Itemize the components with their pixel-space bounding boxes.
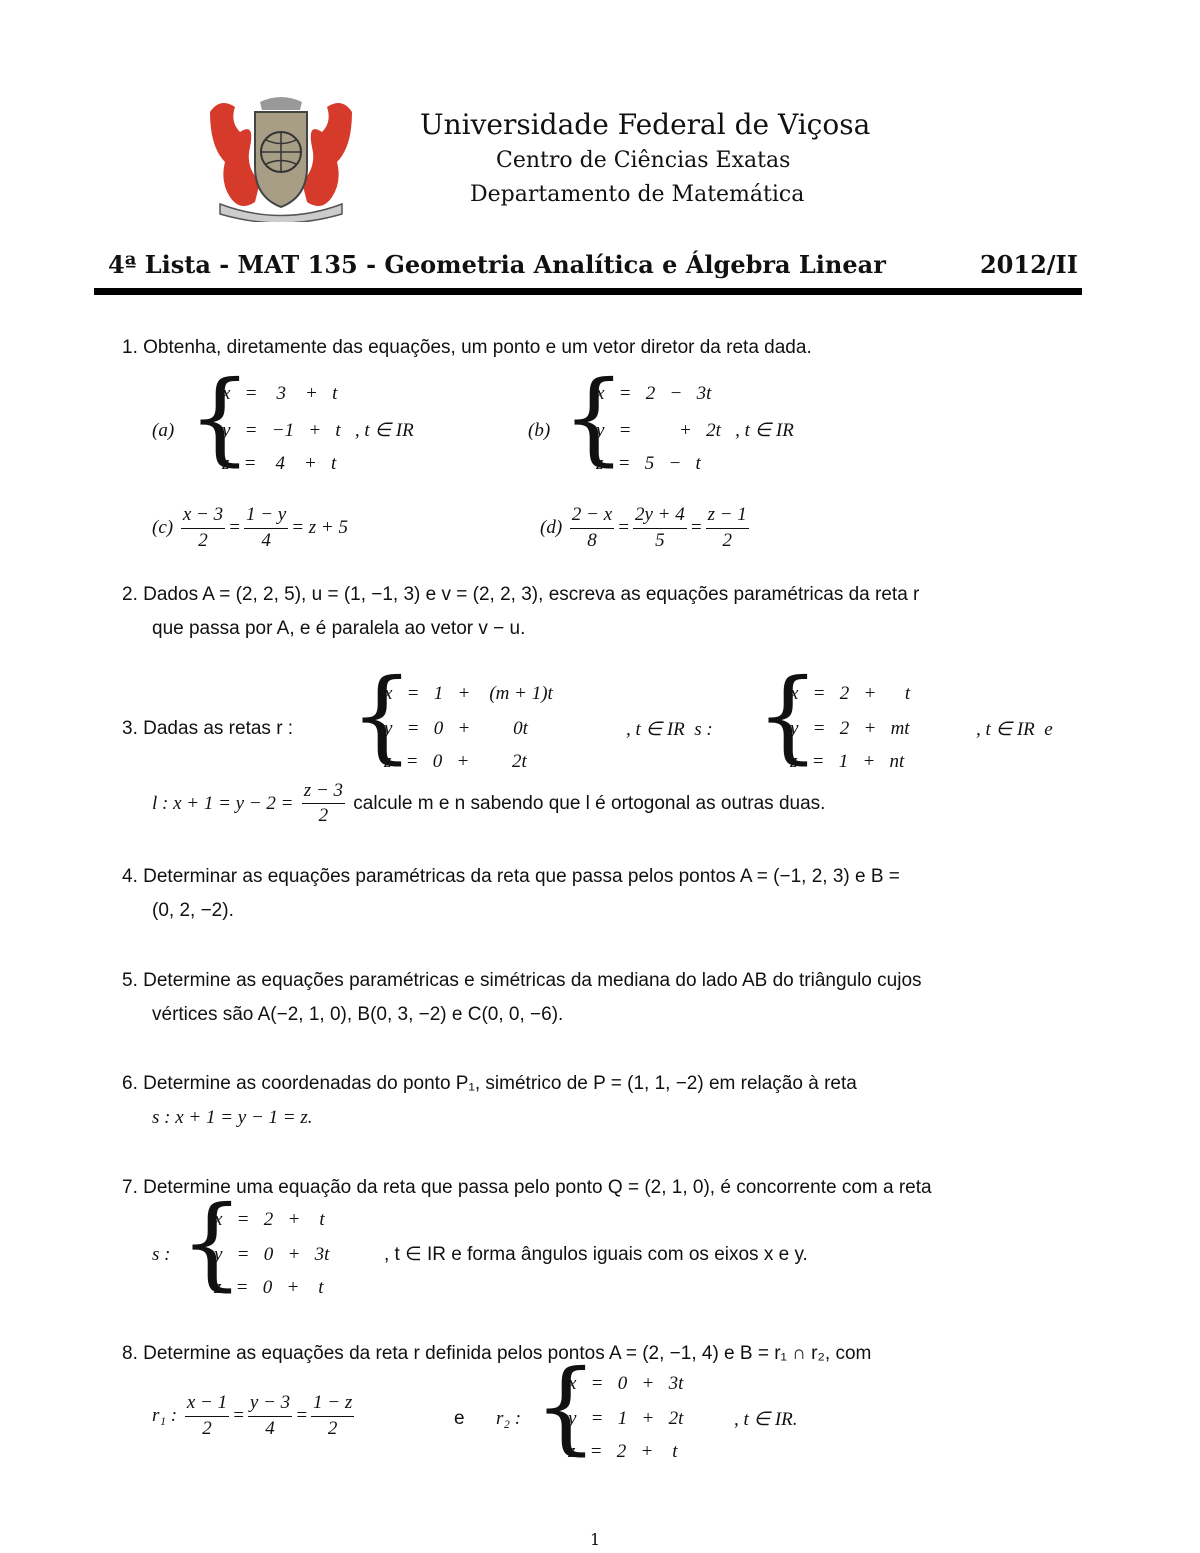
numerator: x − 1 [185,1391,229,1417]
fraction [302,779,345,829]
item-label-d: (d) [540,517,563,538]
fraction [181,503,225,553]
system-row: z = 5 − t [596,453,701,474]
system-row: y = 1 + 2t [568,1408,684,1429]
denominator: 2 [318,805,329,827]
fraction [706,503,749,553]
fraction [311,1391,354,1441]
denominator: 4 [265,1418,275,1440]
r2-tail: , t ∈ IR. [734,1409,798,1430]
question-text-line-1: Determine as equações paramétricas e simétricas da mediana do lado AB do triângulo cujos [143,970,922,991]
question-text: Obtenha, diretamente das equações, um ponto e um vetor diretor da reta dada. [143,337,812,358]
system-row: z = 1 + nt [790,751,905,772]
system-row: x = 2 − 3t [596,383,712,404]
question-number: 3. [122,718,138,739]
list-title: 4ª Lista - MAT 135 - Geometria Analítica e Álgebra Linear [108,250,886,279]
question-2 [122,584,919,607]
question-text-tail: , t ∈ IR e forma ângulos iguais com os eixos x e y. [384,1244,808,1265]
r-tail: , t ∈ IR s : [626,719,713,740]
numerator: z − 1 [706,503,749,529]
denominator: 2 [327,1418,338,1440]
question-text-line-2: que passa por A, e é paralela ao vetor v − u. [152,618,526,639]
equation-tail: = z + 5 [291,517,348,538]
r2-label: r₂ : [496,1408,522,1429]
s-label: s : [152,1244,171,1265]
numerator: 2y + 4 [633,503,687,529]
question-number: 4. [122,866,138,887]
denominator: 8 [587,530,597,552]
question-number: 5. [122,970,138,991]
system-row: y = + 2t , t ∈ IR [596,420,794,441]
line-l [152,776,825,832]
question-text-line-2: vértices são A(−2, 1, 0), B(0, 3, −2) e C(0, 0, −6). [152,1004,564,1025]
denominator: 2 [722,530,732,552]
numerator: 2 − x [570,503,614,529]
left-brace: { [180,1184,244,1301]
question-6 [122,1073,857,1096]
question-intro: Dadas as retas r : [143,718,294,739]
question-number: 6. [122,1073,138,1094]
system-row: x = 3 + t [222,383,338,404]
system-row: x = 2 + t [214,1209,325,1230]
question-text: calcule m e n sabendo que l é ortogonal as outras duas. [353,793,826,814]
fraction [185,1391,229,1441]
fraction [633,503,687,553]
question-number: 2. [122,584,138,605]
item-d: (d) $\frac{2 - x}{8}$ = $\frac{2y + 4}{5}$ = $\frac{z - 1}{2}$ [540,500,752,556]
university-crest-logo [200,92,362,222]
question-text-line-2: s : x + 1 = y − 1 = z. [152,1107,313,1128]
numerator: y − 3 [248,1391,292,1417]
question-text-line-1: Determinar as equações paramétricas da reta que passa pelos pontos A = (−1, 2, 3) e B = [143,866,900,887]
l-equation: l : x + 1 = y − 2 = [152,793,294,814]
question-1 [122,337,812,360]
system-row: x = 1 + (m + 1)t [384,683,553,704]
system-row: y = 0 + 0t [384,718,528,739]
system-row: y = 0 + 3t [214,1244,330,1265]
question-4 [122,866,900,889]
denominator: 5 [655,530,665,552]
system-row: y = 2 + mt [790,718,910,739]
left-brace: { [756,657,820,774]
numerator: 1 − y [244,503,288,529]
system-row: x = 2 + t [790,683,911,704]
numerator: z − 3 [302,779,345,805]
s-tail: , t ∈ IR e [976,719,1053,740]
r1-label: r₁ : [152,1405,178,1426]
question-text-line-1: Determine as coordenadas do ponto P₁, simétrico de P = (1, 1, −2) em relação à reta [143,1073,857,1094]
item-label-a: (a) [152,420,175,441]
page-number: 1 [590,1530,601,1549]
system-row: z = 0 + t [214,1277,324,1298]
item-label-c: (c) [152,517,174,538]
question-8 [122,1343,871,1366]
question-number: 8. [122,1343,138,1364]
system-row: y = −1 + t , t ∈ IR [222,420,414,441]
question-5 [122,970,922,993]
left-brace: { [534,1348,598,1465]
numerator: 1 − z [311,1391,354,1417]
denominator: 4 [261,530,271,552]
question-text-line-1: Determine uma equação da reta que passa pelo ponto Q = (2, 1, 0), é concorrente com a reta [143,1177,932,1198]
system-row: z = 0 + 2t [384,751,527,772]
department-name: Departamento de Matemática [470,182,805,207]
fraction [244,503,288,553]
left-brace: { [562,359,626,476]
fraction [248,1391,292,1441]
question-number: 7. [122,1177,138,1198]
question-text-line-1: Determine as equações da reta r definida pelos pontos A = (2, −1, 4) e B = r₁ ∩ r₂, com [143,1343,872,1364]
center-name: Centro de Ciências Exatas [496,148,791,173]
left-brace: { [350,657,414,774]
item-label-b: (b) [528,420,551,441]
system-row: z = 4 + t [222,453,337,474]
question-number: 1. [122,337,138,358]
r1-equation: r₁ : $\frac{x - 1}{2}$ = $\frac{y - 3}{4}$ = $\frac{1 - z}{2}$ [152,1388,357,1444]
university-name: Universidade Federal de Viçosa [420,108,871,141]
item-c: (c) $\frac{x - 3}{2}$ = $\frac{1 - y}{4}$ = z + 5 [152,500,348,556]
system-row: x = 0 + 3t [568,1373,684,1394]
conjunction: e [454,1408,465,1429]
denominator: 2 [202,1418,212,1440]
system-row: z = 2 + t [568,1441,678,1462]
left-brace: { [188,359,252,476]
question-3 [122,718,293,741]
header-rule [94,288,1082,295]
fraction [570,503,614,553]
semester: 2012/II [979,250,1078,279]
denominator: 2 [198,530,208,552]
numerator: x − 3 [181,503,225,529]
question-text-line-1: Dados A = (2, 2, 5), u = (1, −1, 3) e v = (2, 2, 3), escreva as equações paramétricas da reta r [143,584,920,605]
question-text-line-2: (0, 2, −2). [152,900,234,921]
